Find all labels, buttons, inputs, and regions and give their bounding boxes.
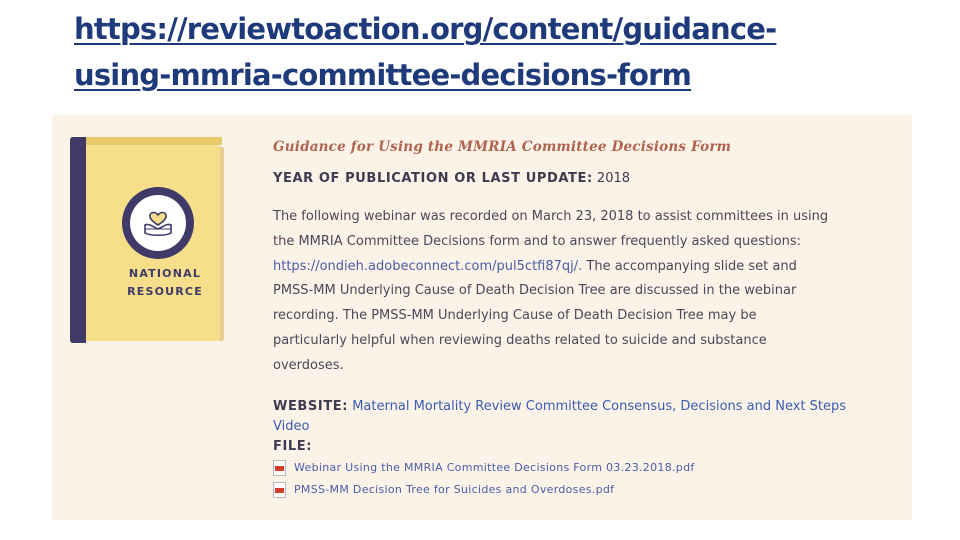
book-label-line-2: RESOURCE	[127, 285, 203, 298]
description-line: The following webinar was recorded on March 23, 2018 to assist committees in using	[273, 209, 829, 224]
description-line-with-url	[273, 255, 893, 280]
book-label-line-1: NATIONAL	[128, 267, 202, 280]
publication-year-row	[273, 169, 893, 189]
description-paragraph	[273, 205, 893, 379]
description-line: recording. The PMSS-MM Underlying Cause of Death Decision Tree may be	[273, 308, 757, 324]
emblem-icon	[122, 187, 194, 259]
slide-title-line-1[interactable]: https://reviewtoaction.org/content/guidance-	[74, 12, 777, 46]
emblem-inner	[130, 195, 186, 251]
description-line: PMSS-MM Underlying Cause of Death Decision Tree are discussed in the webinar	[273, 283, 797, 299]
national-resource-book-icon	[70, 137, 226, 343]
slide-title-line-2[interactable]: using-mmria-committee-decisions-form	[74, 58, 692, 92]
book-top-edge	[86, 137, 222, 145]
file-label: FILE:	[273, 438, 313, 454]
website-row	[273, 397, 883, 437]
book-label	[110, 265, 220, 301]
website-label: WEBSITE:	[273, 398, 349, 414]
description-line-rest: The accompanying slide set and	[582, 258, 797, 274]
file-link-decision-tree-pdf[interactable]: PMSS-MM Decision Tree for Suicides and Overdoses.pdf	[294, 483, 615, 497]
publication-year-label: YEAR OF PUBLICATION OR LAST UPDATE:	[273, 171, 593, 186]
description-line: overdoses.	[273, 357, 344, 373]
description-line: the MMRIA Committee Decisions form and to answer frequently asked questions:	[273, 233, 802, 249]
description-line: particularly helpful when reviewing deaths related to suicide and substance	[273, 332, 767, 348]
webinar-url-link[interactable]: https://ondieh.adobeconnect.com/pul5ctfi87qj/.	[273, 258, 583, 274]
document-title: Guidance for Using the MMRIA Committee Decisions Form	[273, 139, 732, 155]
book-spine	[70, 137, 86, 343]
slide-title-link[interactable]	[74, 6, 904, 98]
publication-year-value: 2018	[596, 171, 631, 186]
file-item[interactable]	[273, 457, 893, 479]
resource-details	[273, 137, 893, 501]
file-link-webinar-pdf[interactable]: Webinar Using the MMRIA Committee Decisions Form 03.23.2018.pdf	[294, 461, 695, 475]
website-video-link[interactable]: Maternal Mortality Review Committee Consensus, Decisions and Next Steps Video	[273, 398, 847, 434]
pdf-icon	[273, 460, 286, 476]
resource-screenshot-panel	[52, 115, 912, 520]
file-item[interactable]	[273, 479, 893, 501]
pdf-icon	[273, 482, 286, 498]
hands-heart-icon	[140, 205, 176, 241]
